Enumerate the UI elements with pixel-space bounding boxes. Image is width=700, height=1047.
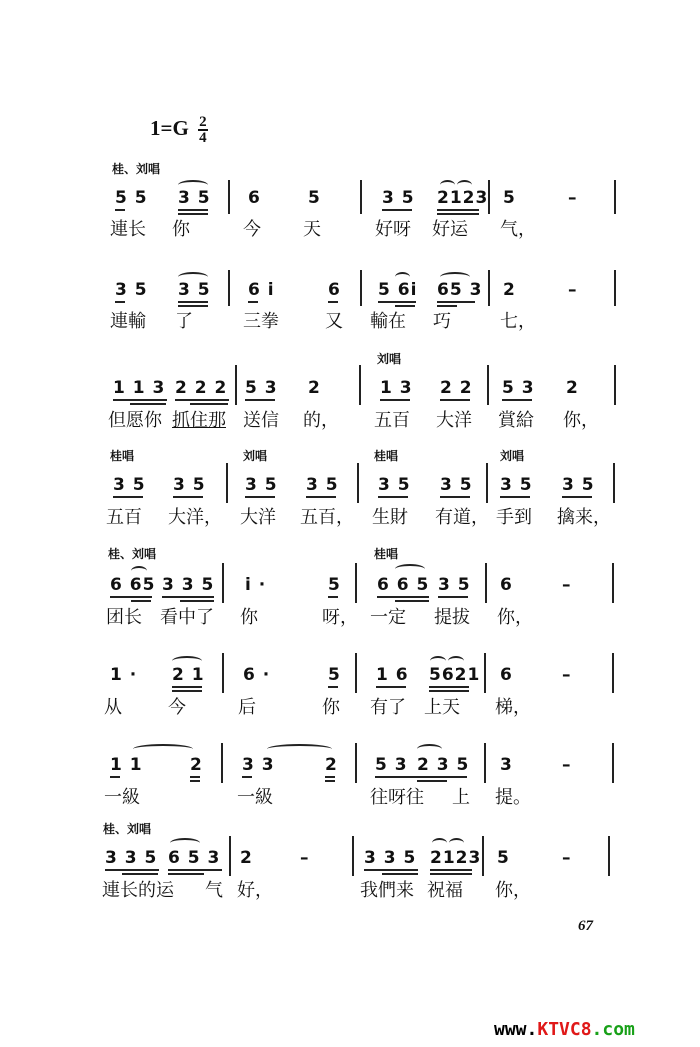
lyric: 后 xyxy=(238,697,256,718)
notes: 3 5 xyxy=(245,475,278,495)
notes: 1 3 xyxy=(380,378,413,398)
notes: – xyxy=(562,755,572,775)
watermark xyxy=(494,1019,635,1040)
notes: 1 6 xyxy=(376,665,409,685)
notes: 6 5 3 xyxy=(168,848,221,868)
notes: 5 6i xyxy=(378,280,418,300)
bar-line xyxy=(486,463,488,503)
lyric: 你 xyxy=(172,219,190,240)
bar-line xyxy=(352,836,354,876)
notes: 1 1 3 xyxy=(113,378,166,398)
lyric: 了 xyxy=(175,311,193,332)
key-label: 1=G xyxy=(150,115,189,140)
lyric: 提拔 xyxy=(434,607,470,628)
notes: 5 xyxy=(308,188,321,208)
notes: 3 5 xyxy=(115,280,148,300)
notes: 6 i xyxy=(248,280,275,300)
slur xyxy=(432,838,447,848)
lyric: 梯， xyxy=(495,697,531,718)
lyric: 連长的运 xyxy=(102,880,174,901)
lyric: 輸在 xyxy=(370,311,406,332)
lyric: 巧 xyxy=(433,311,451,332)
lyric: 抓住那 xyxy=(172,410,226,431)
notes: 5 3 xyxy=(375,755,408,775)
bar-line xyxy=(228,180,230,214)
lyric: 天 xyxy=(303,219,321,240)
lyric: 往呀往 xyxy=(370,787,424,808)
watermark-domain: .com xyxy=(591,1019,635,1040)
bar-line xyxy=(359,365,361,405)
lyric: 五百 xyxy=(106,507,142,528)
notes: 3 5 xyxy=(173,475,206,495)
bar-line xyxy=(612,563,614,603)
lyric: 你 xyxy=(322,697,340,718)
notes: 3 5 xyxy=(500,475,533,495)
notes: 2 2 xyxy=(440,378,473,398)
lyric: 看中了 xyxy=(160,607,214,628)
bar-line xyxy=(221,743,223,783)
bar-line xyxy=(614,180,616,214)
key-signature xyxy=(150,115,208,145)
lyric: 一定 xyxy=(370,607,406,628)
lyric: 一級 xyxy=(104,787,140,808)
lyric: 七， xyxy=(500,311,536,332)
bar-line xyxy=(613,463,615,503)
lyric: 气 xyxy=(205,880,223,901)
singer-label: 刘唱 xyxy=(500,449,525,463)
slur xyxy=(170,838,200,848)
lyric: 五百， xyxy=(300,507,354,528)
slur xyxy=(449,838,464,848)
lyric: 上 xyxy=(452,787,470,808)
notes: 1 1 xyxy=(110,755,143,775)
bar-line xyxy=(487,365,489,405)
lyric: 团长 xyxy=(106,607,142,628)
lyric: 五百 xyxy=(374,410,410,431)
lyric: 你， xyxy=(497,607,533,628)
notes: 3 3 5 xyxy=(162,575,215,595)
notes: – xyxy=(562,848,572,868)
lyric: 今 xyxy=(168,697,186,718)
notes: 2 xyxy=(503,280,516,300)
notes: 3 5 xyxy=(306,475,339,495)
bar-line xyxy=(229,836,231,876)
notes: 3 5 xyxy=(178,280,211,300)
lyric: 擒来， xyxy=(557,507,611,528)
singer-label: 刘唱 xyxy=(243,449,268,463)
notes: – xyxy=(568,280,578,300)
notes: 5 xyxy=(328,575,341,595)
bar-line xyxy=(484,653,486,693)
singer-label: 桂、刘唱 xyxy=(103,822,152,836)
notes: 1 · xyxy=(110,665,138,685)
lyric: 我們来 xyxy=(360,880,414,901)
lyric: 提。 xyxy=(495,787,531,808)
notes: 2 xyxy=(566,378,579,398)
notes: 2 xyxy=(190,755,203,775)
singer-label: 桂唱 xyxy=(374,547,399,561)
bar-line xyxy=(612,653,614,693)
singer-label: 桂唱 xyxy=(110,449,135,463)
lyric: 你， xyxy=(495,880,531,901)
notes: 6 xyxy=(328,280,341,300)
lyric: 你 xyxy=(240,607,258,628)
bar-line xyxy=(222,563,224,603)
lyric: 呀， xyxy=(322,607,358,628)
lyric: 連輸 xyxy=(110,311,146,332)
singer-label: 桂、刘唱 xyxy=(112,162,161,176)
bar-line xyxy=(484,743,486,783)
slur xyxy=(133,744,193,754)
notes: 3 5 xyxy=(382,188,415,208)
notes: 5 xyxy=(503,188,516,208)
notes: 2123 xyxy=(437,188,489,208)
notes: 6 xyxy=(248,188,261,208)
bar-line xyxy=(228,270,230,306)
lyric: 祝福 xyxy=(427,880,463,901)
notes: 6 65 xyxy=(110,575,156,595)
notes: 3 xyxy=(500,755,513,775)
page-number: 67 xyxy=(578,918,593,934)
notes: 2123 xyxy=(430,848,482,868)
lyric: 一級 xyxy=(237,787,273,808)
lyric: 好运 xyxy=(432,219,468,240)
notes: – xyxy=(300,848,310,868)
bar-line xyxy=(222,653,224,693)
notes: 5621 xyxy=(429,665,481,685)
bar-line xyxy=(355,653,357,693)
time-signature: $\frac{2}{4}$ xyxy=(199,114,207,146)
bar-line xyxy=(226,463,228,503)
bar-line xyxy=(488,180,490,214)
notes: 3 5 xyxy=(178,188,211,208)
notes: 5 3 xyxy=(502,378,535,398)
notes: 5 5 xyxy=(115,188,148,208)
bar-line xyxy=(482,836,484,876)
lyric: 有了 xyxy=(370,697,406,718)
notes: 2 2 2 xyxy=(175,378,228,398)
singer-label: 刘唱 xyxy=(377,352,402,366)
notes: 5 3 xyxy=(245,378,278,398)
lyric: 从 xyxy=(104,697,122,718)
lyric: 气， xyxy=(500,219,536,240)
lyric: 有道， xyxy=(435,507,489,528)
slur xyxy=(395,564,425,574)
bar-line xyxy=(612,743,614,783)
notes: i · xyxy=(245,575,267,595)
notes: 2 xyxy=(325,755,338,775)
notes: 2 xyxy=(308,378,321,398)
notes: 6 xyxy=(500,575,513,595)
bar-line xyxy=(235,365,237,405)
bar-line xyxy=(488,270,490,306)
bar-line xyxy=(357,463,359,503)
lyric: 今 xyxy=(243,219,261,240)
lyric: 送信 xyxy=(243,410,279,431)
notes: 2 xyxy=(240,848,253,868)
notes: – xyxy=(562,575,572,595)
watermark-www: www. xyxy=(494,1019,538,1040)
lyric: 好呀 xyxy=(375,219,411,240)
bar-line xyxy=(608,836,610,876)
lyric: 上天 xyxy=(424,697,460,718)
lyric: 大洋 xyxy=(436,410,472,431)
bar-line xyxy=(360,270,362,306)
notes: – xyxy=(568,188,578,208)
lyric: 好， xyxy=(237,880,273,901)
bar-line xyxy=(614,270,616,306)
slur xyxy=(267,744,332,754)
notes: 6 · xyxy=(243,665,271,685)
bar-line xyxy=(614,365,616,405)
lyric: 手到 xyxy=(496,507,532,528)
notes: 3 5 xyxy=(440,475,473,495)
bar-line xyxy=(360,180,362,214)
lyric: 的， xyxy=(303,410,339,431)
notes: 5 xyxy=(328,665,341,685)
notes: 3 3 5 xyxy=(364,848,417,868)
singer-label: 桂唱 xyxy=(374,449,399,463)
lyric: 生財 xyxy=(372,507,408,528)
lyric: 大洋 xyxy=(240,507,276,528)
slur xyxy=(417,744,442,754)
lyric: 但愿你 xyxy=(108,410,162,431)
lyric: 大洋， xyxy=(168,507,222,528)
notes: 3 3 xyxy=(242,755,275,775)
notes: 2 3 5 xyxy=(417,755,470,775)
notes: 6 6 5 xyxy=(377,575,430,595)
bar-line xyxy=(485,563,487,603)
lyric: 你， xyxy=(563,410,599,431)
notes: 3 5 xyxy=(113,475,146,495)
notes: 3 5 xyxy=(378,475,411,495)
notes: 5 xyxy=(497,848,510,868)
notes: 2 1 xyxy=(172,665,205,685)
notes: 65 3 xyxy=(437,280,483,300)
lyric: 賞給 xyxy=(498,410,534,431)
singer-label: 桂、刘唱 xyxy=(108,547,157,561)
notes: 6 xyxy=(500,665,513,685)
lyric: 三拳 xyxy=(243,311,279,332)
bar-line xyxy=(355,743,357,783)
bar-line xyxy=(355,563,357,603)
notes: – xyxy=(562,665,572,685)
lyric: 又 xyxy=(325,311,343,332)
watermark-brand: KTVC8 xyxy=(537,1019,592,1040)
notes: 3 5 xyxy=(562,475,595,495)
lyric: 連长 xyxy=(110,219,146,240)
notes: 3 3 5 xyxy=(105,848,158,868)
notes: 3 5 xyxy=(438,575,471,595)
